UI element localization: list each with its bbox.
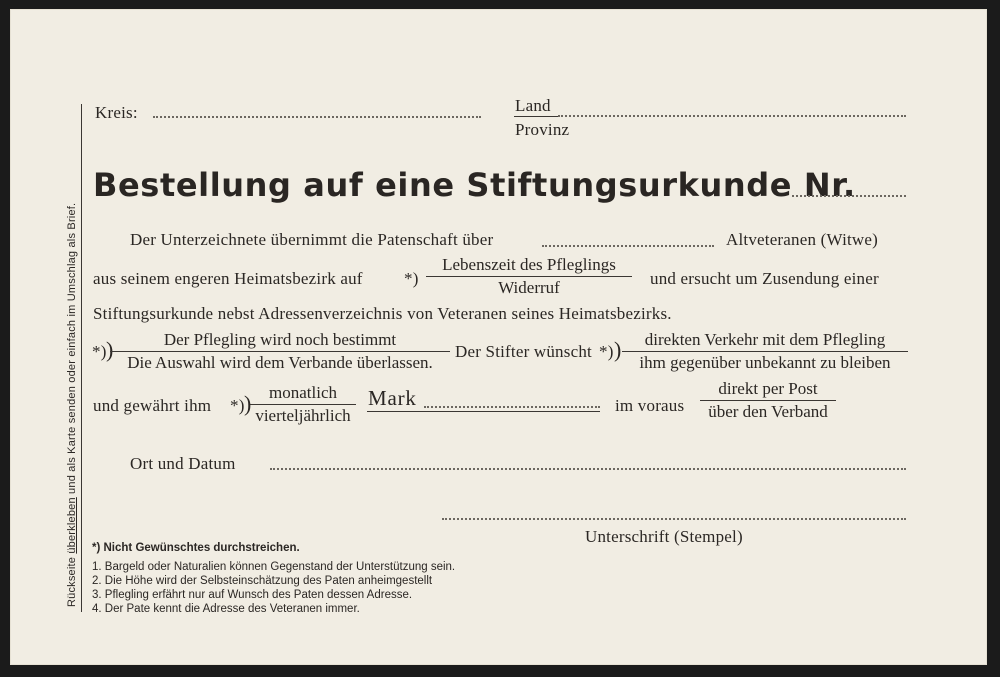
zusendung-text: und ersucht um Zusendung einer xyxy=(650,269,879,288)
interval-option-monatlich[interactable]: monatlich xyxy=(250,383,356,405)
footnote-star-4: *) xyxy=(230,396,245,415)
mark-underline xyxy=(367,411,600,412)
side-note xyxy=(66,203,78,607)
veteranen-count-field[interactable] xyxy=(542,245,714,247)
kreis-label: Kreis: xyxy=(95,103,138,122)
side-rule xyxy=(81,104,82,612)
verkehr-choice[interactable] xyxy=(622,330,908,373)
patenschaft-text: Der Unterzeichnete übernimmt die Patenschaft über xyxy=(130,230,494,249)
duration-choice[interactable] xyxy=(426,255,632,298)
stiftungsurkunde-text: Stiftungsurkunde nebst Adressenverzeichnis von Veteranen seines Heimatsbezirks. xyxy=(93,304,672,323)
land-provinz-divider xyxy=(514,116,558,117)
pflegling-option-verband[interactable]: Die Auswahl wird dem Verbande überlassen. xyxy=(127,353,433,372)
urkunde-number-field[interactable] xyxy=(792,195,906,197)
stifter-wuenscht-text: Der Stifter wünscht xyxy=(455,342,592,361)
side-note-underlined: überkleben xyxy=(66,497,78,554)
payment-option-post[interactable]: direkt per Post xyxy=(700,379,836,401)
footnote-star-2: *) xyxy=(92,342,107,361)
land-field[interactable] xyxy=(558,115,906,117)
interval-choice[interactable] xyxy=(250,383,356,426)
mark-label: Mark xyxy=(368,386,417,410)
side-note-after: und als Karte senden oder einfach im Umschlag als Brief. xyxy=(66,202,78,498)
ort-datum-field[interactable] xyxy=(270,468,906,470)
footnote-item: 4. Der Pate kennt die Adresse des Veteranen immer. xyxy=(92,603,360,615)
payment-option-verband[interactable]: über den Verband xyxy=(708,402,828,421)
pflegling-choice[interactable] xyxy=(110,330,450,373)
footnote-item: 2. Die Höhe wird der Selbsteinschätzung des Paten anheimgestellt xyxy=(92,575,433,587)
verkehr-option-direkt[interactable]: direkten Verkehr mit dem Pflegling xyxy=(622,330,908,352)
verkehr-option-unbekannt[interactable]: ihm gegenüber unbekannt zu bleiben xyxy=(639,353,891,372)
pflegling-option-bestimmt[interactable]: Der Pflegling wird noch bestimmt xyxy=(110,330,450,352)
footnote-star-note: *) Nicht Gewünschtes durchstreichen. xyxy=(92,542,300,554)
footnote-star-1: *) xyxy=(404,269,419,288)
provinz-label: Provinz xyxy=(515,120,570,139)
interval-option-vierteljaehrlich[interactable]: vierteljährlich xyxy=(255,406,351,425)
duration-option-lebenszeit[interactable]: Lebenszeit des Pfleglings xyxy=(426,255,632,277)
form-card xyxy=(10,9,987,665)
footnote-star-3: *) xyxy=(599,342,614,361)
payment-choice[interactable] xyxy=(700,379,836,422)
signature-field[interactable] xyxy=(442,518,906,520)
paren-open-3: ) xyxy=(244,391,252,416)
heimatsbezirk-text: aus seinem engeren Heimatsbezirk auf xyxy=(93,269,363,288)
altveteranen-text: Altveteranen (Witwe) xyxy=(726,230,878,249)
paren-open: ) xyxy=(106,337,114,362)
side-note-before: Rückseite xyxy=(66,553,78,607)
im-voraus-text: im voraus xyxy=(615,396,685,415)
duration-option-widerruf[interactable]: Widerruf xyxy=(498,278,560,297)
kreis-field[interactable] xyxy=(153,116,481,118)
ort-datum-label: Ort und Datum xyxy=(130,454,236,473)
paren-open-2: ) xyxy=(614,337,622,362)
page-title: Bestellung auf eine Stiftungsurkunde Nr. xyxy=(93,166,856,204)
gewaehrt-text: und gewährt ihm xyxy=(93,396,212,415)
signature-label: Unterschrift (Stempel) xyxy=(585,527,743,546)
land-label: Land xyxy=(515,96,551,115)
mark-amount-field[interactable] xyxy=(424,406,600,408)
footnote-item: 3. Pflegling erfährt nur auf Wunsch des Paten dessen Adresse. xyxy=(92,589,413,601)
footnote-item: 1. Bargeld oder Naturalien können Gegenstand der Unterstützung sein. xyxy=(92,561,456,573)
